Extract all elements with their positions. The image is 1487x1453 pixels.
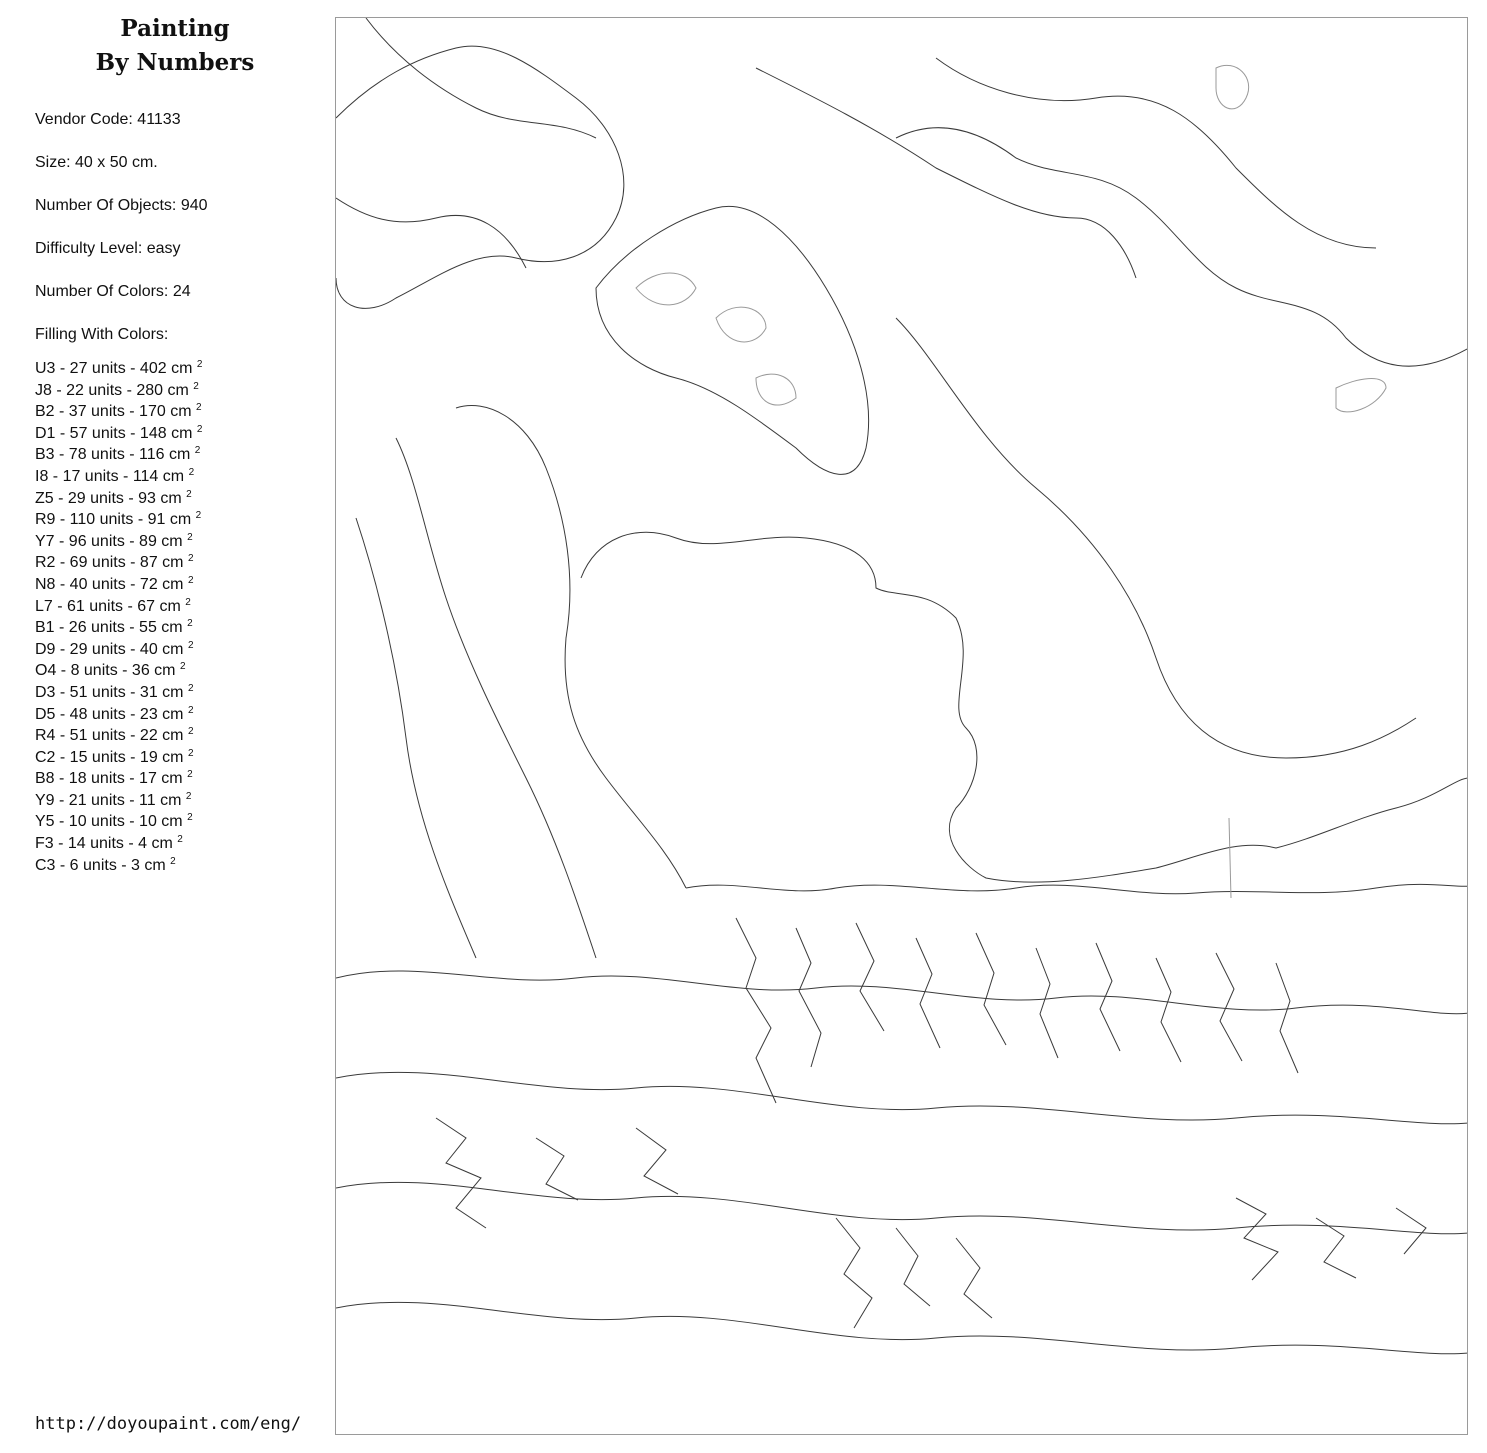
branch-outline (756, 68, 1136, 278)
color-row-text: N8 - 40 units - 72 cm (35, 575, 184, 593)
vegetation-strokes-4 (836, 1218, 992, 1328)
difficulty-level: Difficulty Level: easy (35, 240, 181, 257)
filling-heading: Filling With Colors: (35, 326, 169, 343)
field-outline (336, 971, 1468, 1014)
color-row (35, 574, 202, 596)
color-row-text: B8 - 18 units - 17 cm (35, 770, 183, 788)
canvas-size: Size: 40 x 50 cm. (35, 154, 158, 171)
color-row (35, 509, 202, 531)
vegetation-strokes (736, 918, 1006, 1103)
field-outline-4 (336, 1302, 1468, 1354)
color-row-text: D5 - 48 units - 23 cm (35, 705, 184, 723)
area-exponent: 2 (186, 488, 192, 500)
branch-outline-2 (936, 58, 1376, 248)
area-exponent: 2 (194, 445, 201, 457)
leaf-detail-3 (756, 374, 796, 405)
leaf-detail-2 (716, 307, 766, 342)
foliage-outline-2 (366, 18, 596, 138)
color-row (35, 401, 202, 423)
color-row-text: B1 - 26 units - 55 cm (35, 619, 183, 637)
tree-trunk-outline-2 (396, 438, 596, 958)
area-exponent: 2 (177, 834, 183, 846)
color-row (35, 790, 202, 812)
area-exponent: 2 (196, 359, 203, 370)
color-row (35, 380, 202, 402)
color-row (35, 682, 202, 704)
color-row (35, 423, 202, 445)
color-row-text: Y7 - 96 units - 89 cm (35, 532, 183, 550)
number-of-objects: Number Of Objects: 940 (35, 197, 208, 214)
color-row-text: D1 - 57 units - 148 cm (35, 424, 193, 442)
vegetation-strokes-5 (1236, 1198, 1426, 1280)
color-row (35, 488, 202, 510)
area-exponent: 2 (187, 531, 193, 543)
tree-trunk-outline (456, 406, 686, 889)
vegetation-strokes-3 (436, 1118, 678, 1228)
tree-trunk-outline-3 (356, 518, 476, 958)
color-row (35, 531, 202, 553)
color-row-text: R9 - 110 units - 91 cm (35, 511, 192, 529)
area-exponent: 2 (185, 596, 191, 608)
color-row (35, 639, 202, 661)
color-row-text: I8 - 17 units - 114 cm (35, 467, 185, 485)
color-row (35, 725, 202, 747)
color-row (35, 466, 202, 488)
vendor-code: Vendor Code: 41133 (35, 111, 181, 128)
color-row-text: D9 - 29 units - 40 cm (35, 640, 184, 658)
area-exponent: 2 (196, 423, 203, 435)
color-row (35, 596, 202, 618)
title-line-1: Painting (120, 15, 230, 42)
area-exponent: 2 (195, 402, 202, 414)
area-exponent: 2 (187, 704, 194, 716)
color-row-text: R4 - 51 units - 22 cm (35, 727, 184, 745)
color-row-text: Z5 - 29 units - 93 cm (35, 489, 182, 507)
info-sidebar (0, 0, 330, 1453)
area-exponent: 2 (187, 639, 194, 651)
area-exponent: 2 (187, 682, 194, 694)
area-exponent: 2 (179, 661, 186, 673)
page-title (60, 12, 290, 80)
coloring-canvas (335, 17, 1468, 1435)
area-exponent: 2 (187, 747, 194, 759)
area-exponent: 2 (195, 510, 202, 522)
color-row-text: O4 - 8 units - 36 cm (35, 662, 176, 680)
foliage-outline-3 (336, 198, 526, 268)
color-row-text: D3 - 51 units - 31 cm (35, 683, 184, 701)
color-row (35, 768, 202, 790)
color-row (35, 704, 202, 726)
cloud-outline-2 (896, 318, 1416, 758)
field-outline-3 (336, 1182, 1468, 1234)
color-row-text: L7 - 61 units - 67 cm (35, 597, 181, 615)
color-row (35, 552, 202, 574)
cloud-outline (896, 128, 1468, 367)
leaf-detail (636, 273, 696, 305)
area-exponent: 2 (187, 618, 193, 630)
product-info (35, 98, 208, 356)
horizon-outline (686, 884, 1468, 893)
stem-line (1229, 818, 1231, 898)
color-row (35, 747, 202, 769)
color-row (35, 811, 202, 833)
color-row (35, 358, 202, 380)
sky-region-outline (581, 532, 1468, 882)
area-exponent: 2 (170, 855, 176, 867)
color-row-text: C2 - 15 units - 19 cm (35, 748, 184, 766)
cloud-detail-2 (1336, 379, 1386, 412)
area-exponent: 2 (187, 574, 194, 586)
website-url[interactable]: http://doyoupaint.com/eng/ (35, 1414, 302, 1434)
color-row (35, 855, 202, 877)
area-exponent: 2 (188, 466, 195, 478)
area-exponent: 2 (187, 769, 193, 781)
foliage-outline (336, 46, 624, 308)
area-exponent: 2 (193, 380, 199, 392)
leaf-cluster-outline (596, 206, 869, 474)
color-row-text: F3 - 14 units - 4 cm (35, 835, 173, 853)
color-row-text: U3 - 27 units - 402 cm (35, 360, 193, 377)
color-row-text: R2 - 69 units - 87 cm (35, 554, 184, 572)
color-row (35, 833, 202, 855)
outline-drawing (336, 18, 1468, 1435)
area-exponent: 2 (187, 553, 194, 565)
color-row-text: C3 - 6 units - 3 cm (35, 856, 166, 874)
area-exponent: 2 (185, 790, 192, 802)
color-row-text: J8 - 22 units - 280 cm (35, 381, 189, 399)
color-row-text: B3 - 78 units - 116 cm (35, 446, 191, 464)
color-list (35, 358, 202, 876)
number-of-colors: Number Of Colors: 24 (35, 283, 191, 300)
area-exponent: 2 (187, 812, 193, 824)
color-row (35, 617, 202, 639)
color-row (35, 660, 202, 682)
color-row-text: B2 - 37 units - 170 cm (35, 403, 192, 421)
cloud-detail (1216, 65, 1249, 109)
title-line-2: By Numbers (95, 49, 255, 76)
color-row (35, 444, 202, 466)
field-outline-2 (336, 1072, 1468, 1124)
color-row-text: Y5 - 10 units - 10 cm (35, 813, 183, 831)
color-row-text: Y9 - 21 units - 11 cm (35, 791, 182, 809)
area-exponent: 2 (187, 726, 194, 738)
vegetation-strokes-2 (1036, 943, 1298, 1073)
